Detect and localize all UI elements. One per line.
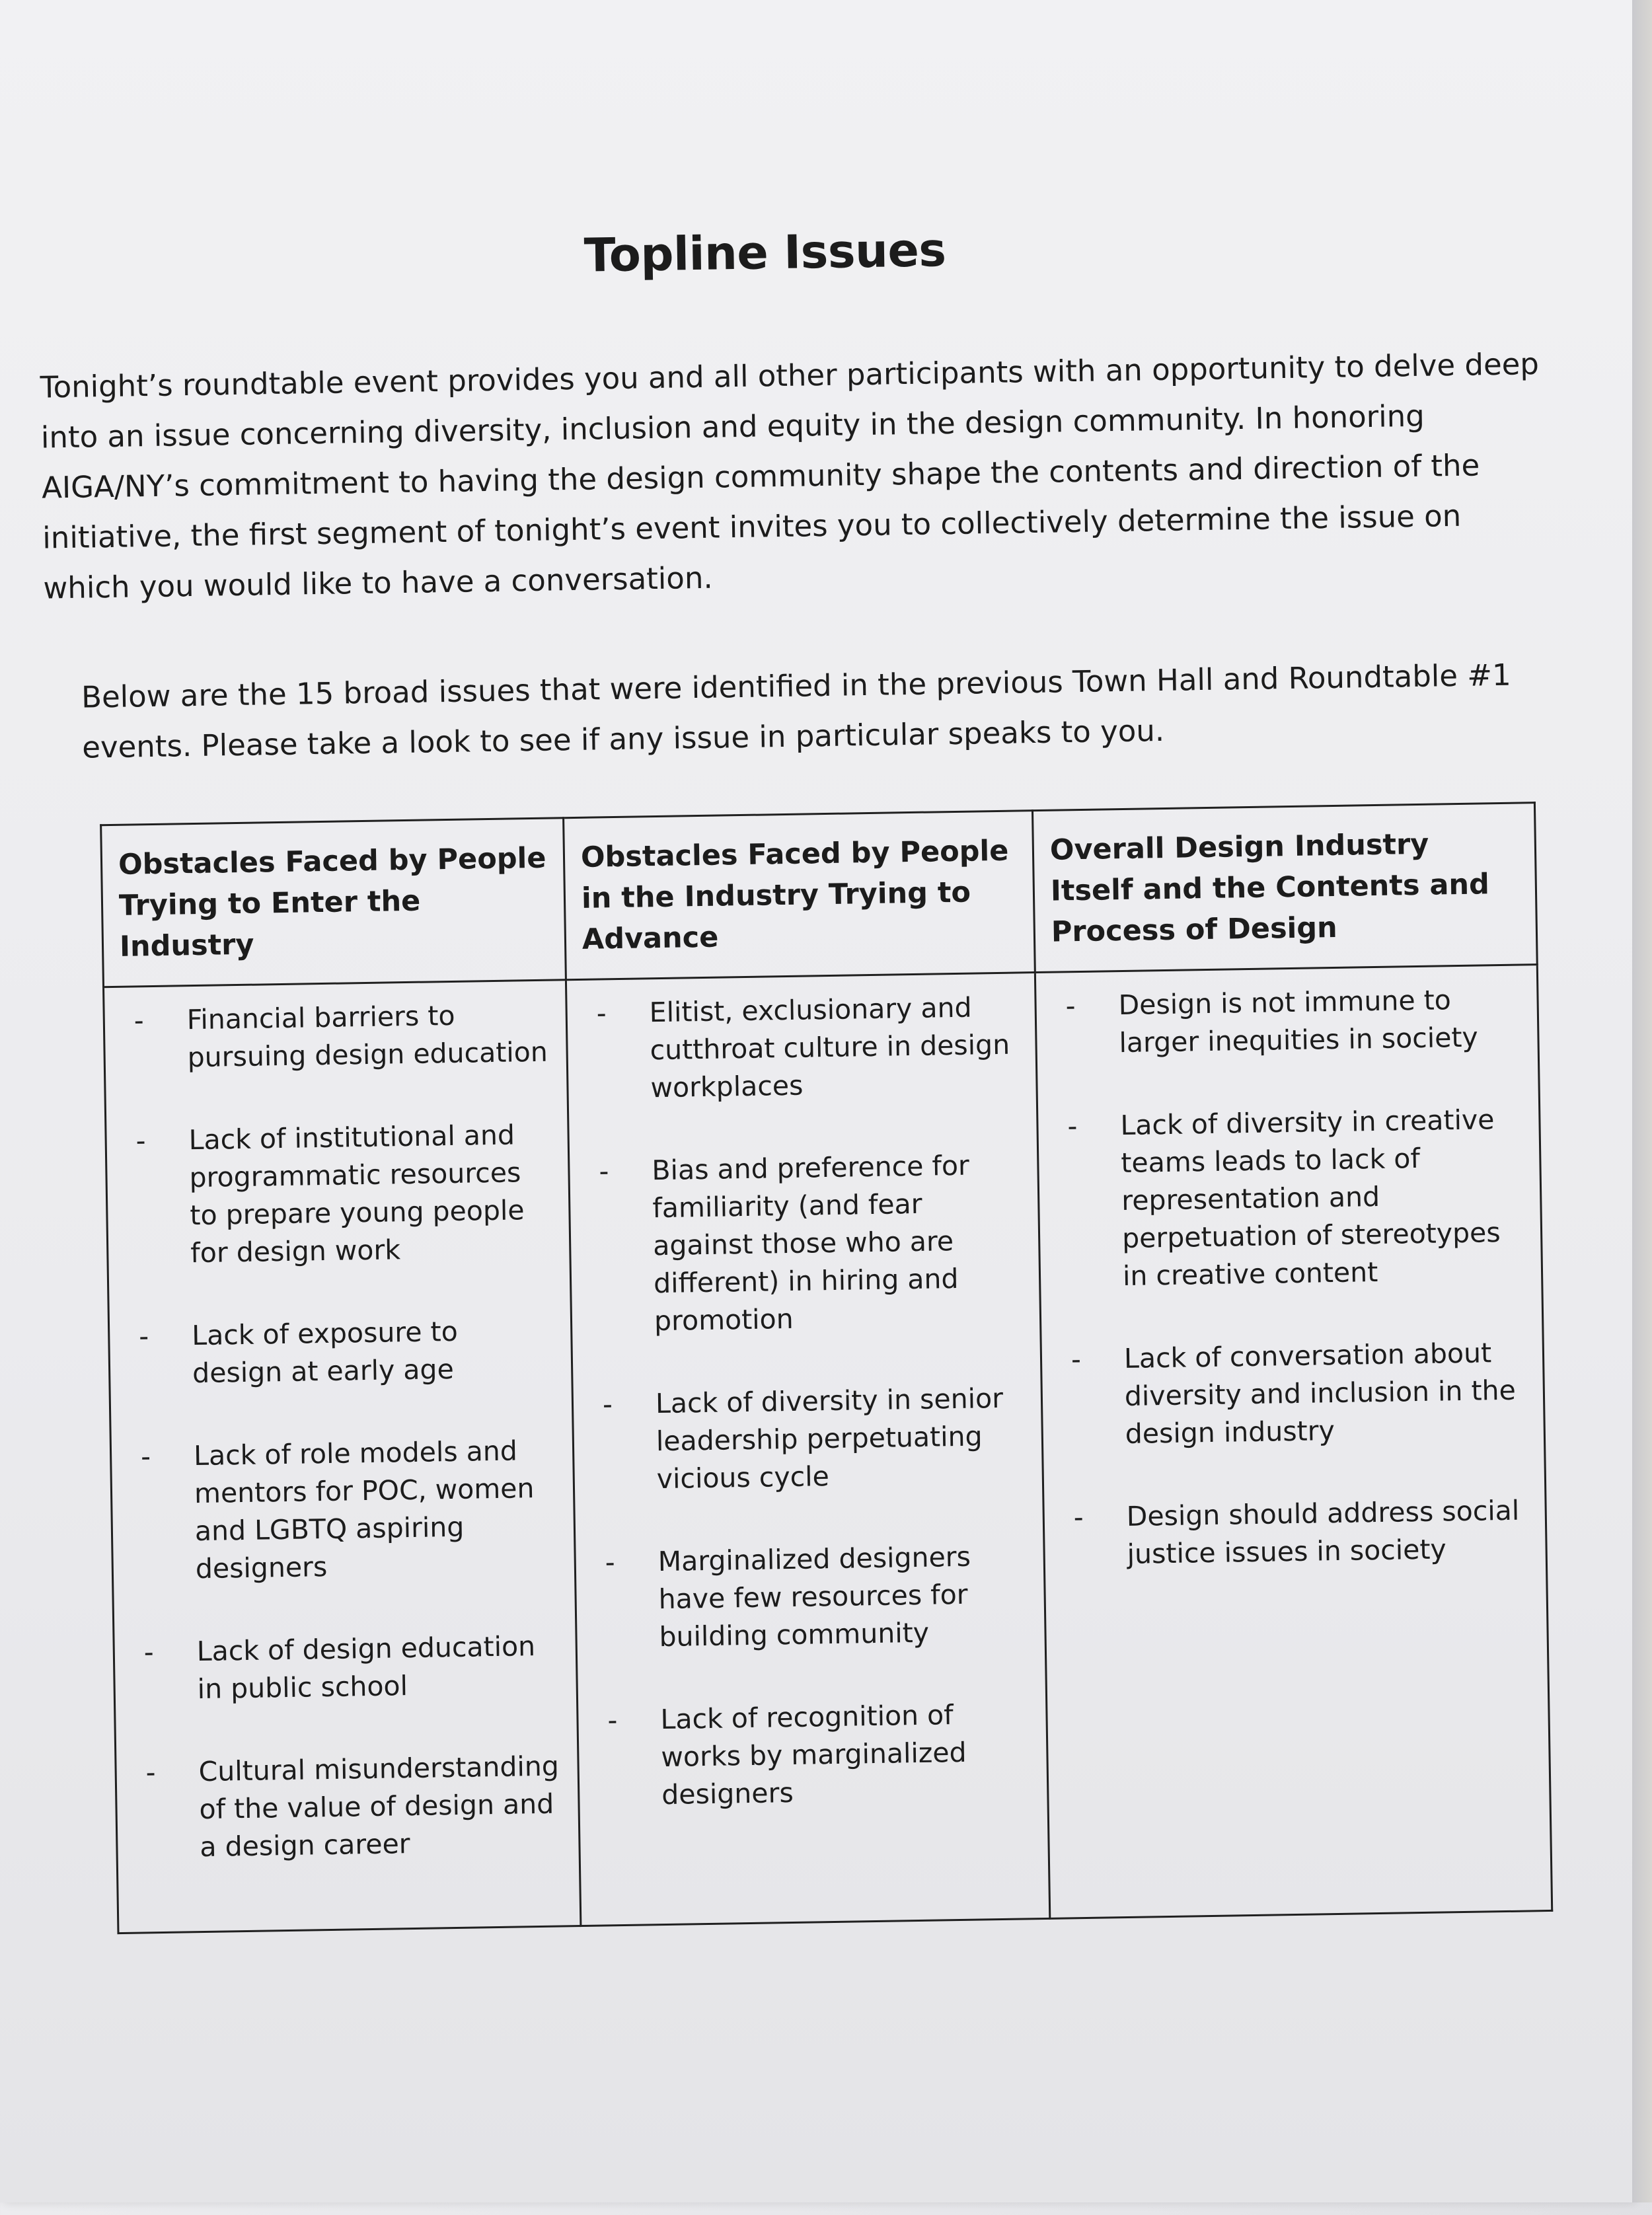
bullet-dash: - [599, 1155, 609, 1187]
list-item [128, 1432, 559, 1589]
list-item [1054, 1101, 1525, 1296]
issue-text: Lack of role models and mentors for POC, women and LGBTQ aspiring designers [193, 1435, 535, 1585]
bullet-dash: - [1067, 1110, 1078, 1143]
issue-list-overall [1052, 981, 1530, 1575]
list-item [594, 1695, 1032, 1815]
intro-paragraph: Tonight’s roundtable event provides you and all other participants with an opportunity to delve deep into an issue concerning diversity, inclusion and equity in the design community. In honoring AIGA/NY’s commitment to having the design community shape the contents and direction of the initiative, the first segment of tonight’s event invites you to collectively determine the issue on which you would like to have a conversation. [40, 346, 1540, 606]
issue-text: Lack of institutional and programmatic resources to prepare young people for design work [188, 1119, 525, 1269]
list-item [1058, 1333, 1528, 1454]
page-title: Topline Issues [583, 223, 947, 283]
bullet-dash: - [135, 1125, 146, 1157]
issue-text: Lack of diversity in creative teams leads to lack of representation and perpetuation of stereotypes in creative content [1120, 1104, 1501, 1293]
bullet-dash: - [1070, 1343, 1082, 1376]
list-item [583, 988, 1020, 1108]
issue-text: Marginalized designers have few resources for building community [657, 1540, 971, 1653]
issues-table [100, 802, 1553, 1934]
bullet-dash: - [607, 1704, 618, 1737]
issue-text: Design is not immune to larger inequities in society [1118, 984, 1479, 1059]
bullet-dash: - [143, 1636, 154, 1669]
issue-text: Lack of diversity in senior leadership perpetuating vicious cycle [655, 1382, 1004, 1495]
list-item [591, 1537, 1029, 1657]
list-item [1052, 981, 1522, 1063]
list-item [120, 996, 550, 1078]
instructions-paragraph: Below are the 15 broad issues that were identified in the previous Town Hall and Roundtable #1 events. Please take a look to see if any issue in particular speaks to you. [81, 657, 1512, 765]
issue-text: Elitist, exclusionary and cutthroat culture in design workplaces [649, 991, 1010, 1104]
issue-list-enter [120, 996, 562, 1867]
list-item [1060, 1491, 1530, 1574]
list-item [132, 1747, 563, 1867]
issue-text: Lack of design education in public school [196, 1630, 536, 1706]
issue-text: Cultural misunderstanding of the value of design and a design career [198, 1750, 560, 1863]
header-advance-industry: Obstacles Faced by People in the Industry Trying to Advance [564, 811, 1035, 980]
bullet-dash: - [145, 1756, 156, 1789]
bullet-dash: - [133, 1004, 144, 1037]
table-header-row [101, 803, 1538, 987]
bullet-dash: - [602, 1388, 613, 1421]
column-advance-industry [566, 973, 1049, 1926]
issue-text: Bias and preference for familiarity (and fear against those who are different) in hiring and promotion [652, 1149, 970, 1337]
column-enter-industry [104, 980, 581, 1933]
list-item [585, 1146, 1024, 1341]
list-item [122, 1116, 554, 1273]
bullet-dash: - [138, 1320, 149, 1353]
table-body-row [104, 965, 1552, 1933]
bullet-dash: - [596, 997, 607, 1030]
issue-text: Financial barriers to pursuing design education [186, 999, 548, 1074]
list-item [589, 1379, 1027, 1499]
list-item [126, 1312, 556, 1394]
issue-text: Design should address social justice issues in society [1126, 1494, 1520, 1570]
list-item [130, 1628, 560, 1709]
column-overall-design [1035, 965, 1552, 1919]
bullet-dash: - [1073, 1501, 1084, 1534]
issue-list-advance [583, 988, 1031, 1815]
issue-text: Lack of recognition of works by marginalized designers [660, 1699, 967, 1811]
bullet-dash: - [605, 1546, 615, 1579]
bullet-dash: - [140, 1441, 151, 1473]
header-enter-industry: Obstacles Faced by People Trying to Enter the Industry [101, 818, 566, 987]
issue-text: Lack of exposure to design at early age [191, 1315, 459, 1390]
bullet-dash: - [1065, 990, 1076, 1022]
header-overall-design: Overall Design Industry Itself and the Contents and Process of Design [1032, 803, 1537, 973]
issue-text: Lack of conversation about diversity and inclusion in the design industry [1123, 1337, 1517, 1450]
